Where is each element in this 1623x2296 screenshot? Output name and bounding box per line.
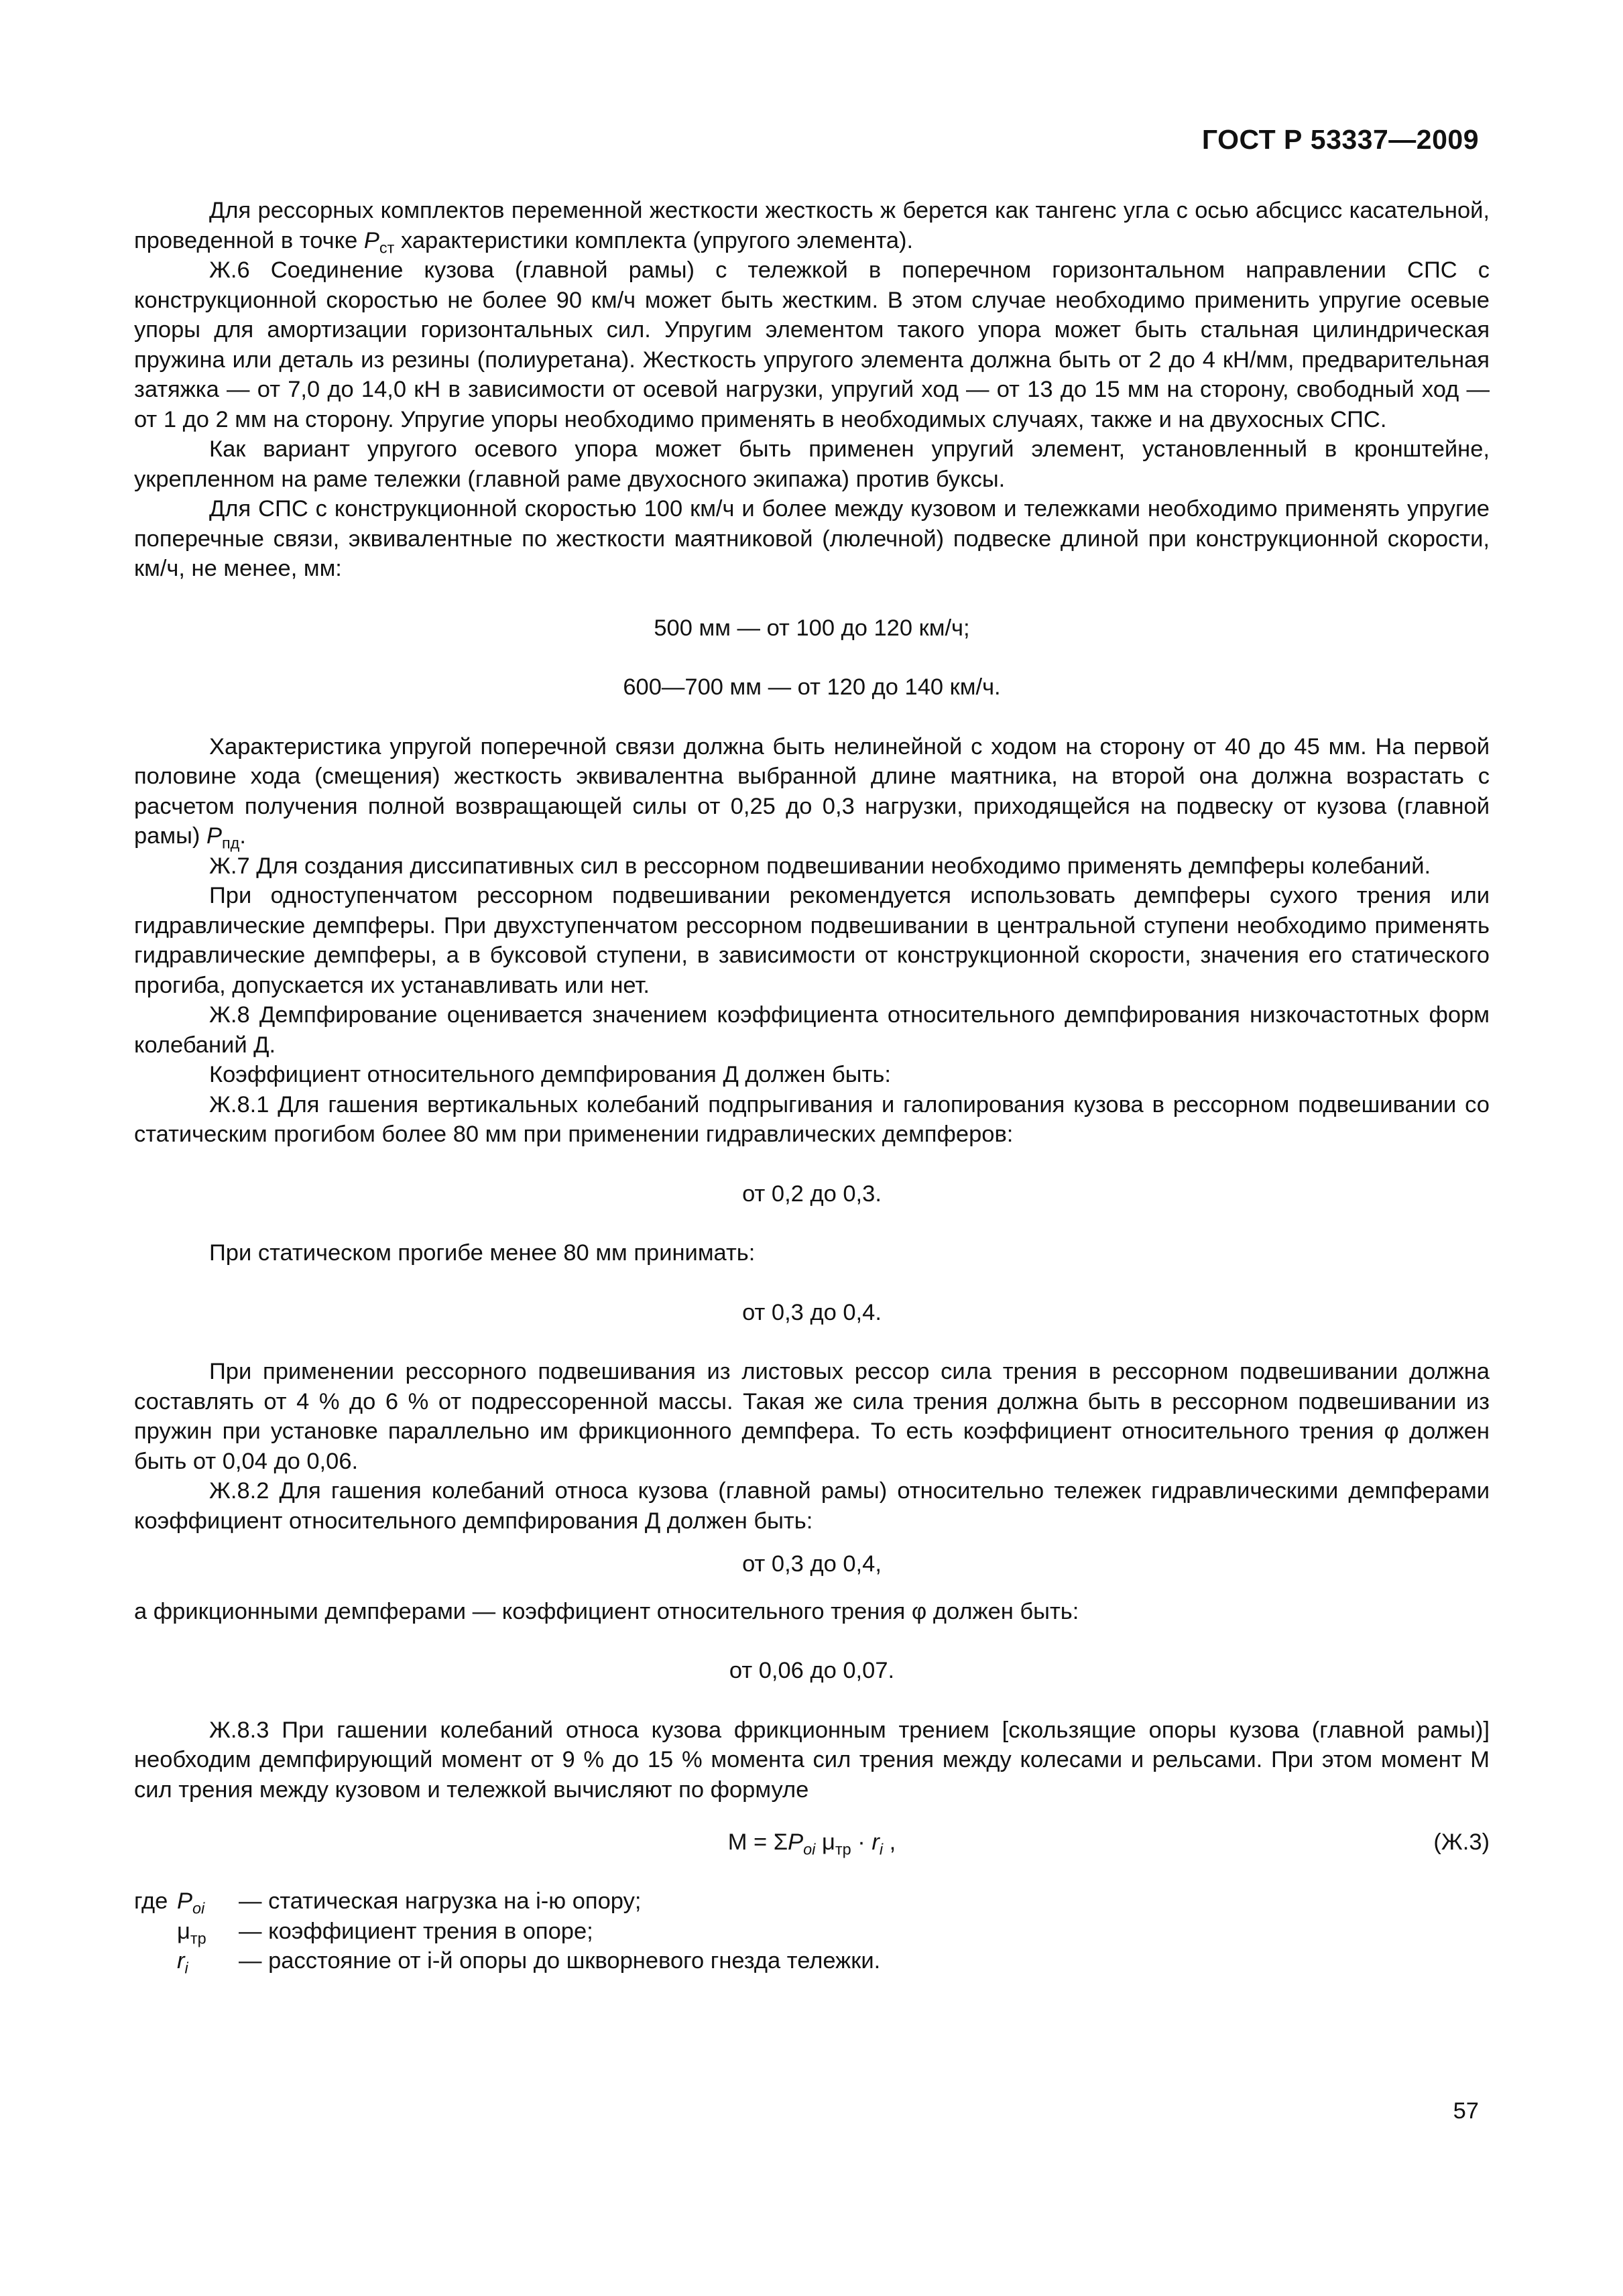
where-label: где	[134, 1888, 168, 1914]
value-line-0-3: от 0,3 до 0,4.	[742, 1299, 882, 1325]
where-definition: — расстояние от i-й опоры до шкворневого гнезда тележки.	[239, 1948, 881, 1974]
paragraph-elastic-element: Как вариант упругого осевого упора может быть применен упругий элемент, установленный в кронштейне, укрепленном на раме тележки (главной раме двухосного экипажа) против буксы.	[134, 436, 1490, 492]
paragraph-stiffness: Для рессорных комплектов переменной жесткости жесткость ж берется как тангенс угла с осью абсцисс касательной, проведенной в точке $P_{ст}$ характеристики комплекта (упругого элемента).	[134, 198, 1490, 256]
where-symbol: $r_i$	[177, 1948, 188, 1977]
paragraph-zh6: Ж.6 Соединение кузова (главной рамы) с тележкой в поперечном горизонтальном направлении СПС с конструкционной скоростью не более 90 км/ч может быть жестким. В этом случае необходимо применить упругие осевые упоры для амортизации горизонтальных сил. Упругим элементом такого упора может быть стальная цилиндрическая пружина или деталь из резины (полиуретана). Жесткость упругого элемента должна быть от 2 до 4 кН/мм, предварительная затяжка — от 7,0 до 14,0 кН в зависимости от осевой нагрузки, упругий ход — от 13 до 15 мм на сторону, свободный ход — от 1 до 2 мм на сторону. Упругие упоры необходимо применять в необходимых случаях, также и на двухосных СПС.	[134, 257, 1490, 432]
paragraph-zh8-1: Ж.8.1 Для гашения вертикальных колебаний подпрыгивания и галопирования кузова в рессорном подвешивании со статическим прогибом более 80 мм при применении гидравлических демпферов:	[134, 1091, 1490, 1147]
value-line-0-3-0-4: от 0,3 до 0,4,	[742, 1551, 882, 1577]
paragraph-zh7: Ж.7 Для создания диссипативных сил в рессорном подвешивании необходимо применять демпферы колебаний.	[209, 853, 1431, 879]
where-symbol: $P_{oi}$	[177, 1888, 205, 1917]
paragraph-friction-dampers: а фрикционными демпферами — коэффициент относительного трения φ должен быть:	[134, 1598, 1079, 1624]
paragraph-characteristic: Характеристика упругой поперечной связи должна быть нелинейной с ходом на сторону от 40 до 45 мм. На первой половине хода (смещения) жесткость эквивалентна выбранной длине маятника, на второй она должна возрастать с расчетом получения полной возвращающей силы от 0,25 до 0,3 нагрузки, приходящейся на подвеску от кузова (главной рамы) $P_{пд}$.	[134, 733, 1490, 852]
paragraph-zh8-3: Ж.8.3 При гашении колебаний относа кузова фрикционным трением [скользящие опоры кузова (главной рамы)] необходим демпфирующий момент от 9 % до 15 % момента сил трения между колесами и рельсами. При этом момент М сил трения между кузовом и тележкой вычисляют по формуле	[134, 1717, 1490, 1803]
where-symbol: $\mu_{тр}$	[177, 1918, 206, 1947]
paragraph-coefficient: Коэффициент относительного демпфирования Д должен быть:	[209, 1062, 891, 1087]
paragraph-leaf-springs: При применении рессорного подвешивания из листовых рессор сила трения в рессорном подвешивании должна составлять от 4 % до 6 % от подрессоренной массы. Такая же сила трения должна быть в рессорном подвешивании из пружин при установке параллельно им фрикционного демпфера. То есть коэффициент относительного трения φ должен быть от 0,04 до 0,06.	[134, 1359, 1490, 1474]
value-line-0-06: от 0,06 до 0,07.	[729, 1658, 895, 1683]
paragraph-zh8-2: Ж.8.2 Для гашения колебаний относа кузова (главной рамы) относительно тележек гидравлическими демпферами коэффициент относительного демпфирования Д должен быть:	[134, 1478, 1490, 1534]
formula-expression: $М = \Sigma P_{oi}$ $\mu_{тр} \cdot r_i$ ,	[727, 1829, 896, 1858]
paragraph-lateral-links: Для СПС с конструкционной скоростью 100 км/ч и более между кузовом и тележками необходимо применять упругие поперечные связи, эквивалентные по жесткости маятниковой (люлечной) подвеске длиной при конструкционной скорости, км/ч, не менее, мм:	[134, 496, 1490, 581]
where-list	[134, 1886, 1490, 1976]
document-body	[134, 196, 1490, 1976]
paragraph-dampers: При одноступенчатом рессорном подвешивании рекомендуется использовать демпферы сухого трения или гидравлические демпферы. При двухступенчатом рессорном подвешивании в центральной ступени необходимо применять гидравлические демпферы, а в буксовой ступени, в зависимости от конструкционной скорости, значения его статического прогиба, допускается их устанавливать или нет.	[134, 883, 1490, 998]
value-line-0-2: от 0,2 до 0,3.	[742, 1181, 882, 1207]
document-header: ГОСТ Р 53337—2009	[1201, 124, 1479, 155]
where-definition: — коэффициент трения в опоре;	[239, 1918, 593, 1944]
formula-number: (Ж.3)	[1433, 1829, 1490, 1855]
paragraph-zh8: Ж.8 Демпфирование оценивается значением коэффициента относительного демпфирования низкочастотных форм колебаний Д.	[134, 1002, 1490, 1058]
paragraph-static-deflection: При статическом прогибе менее 80 мм принимать:	[209, 1240, 756, 1266]
page-number: 57	[1453, 2098, 1479, 2124]
formula-zh3	[134, 1827, 1490, 1861]
where-definition: — статическая нагрузка на i-ю опору;	[239, 1888, 642, 1914]
value-line-500: 500 мм — от 100 до 120 км/ч;	[654, 615, 970, 641]
value-line-600-700: 600—700 мм — от 120 до 140 км/ч.	[623, 674, 1001, 700]
